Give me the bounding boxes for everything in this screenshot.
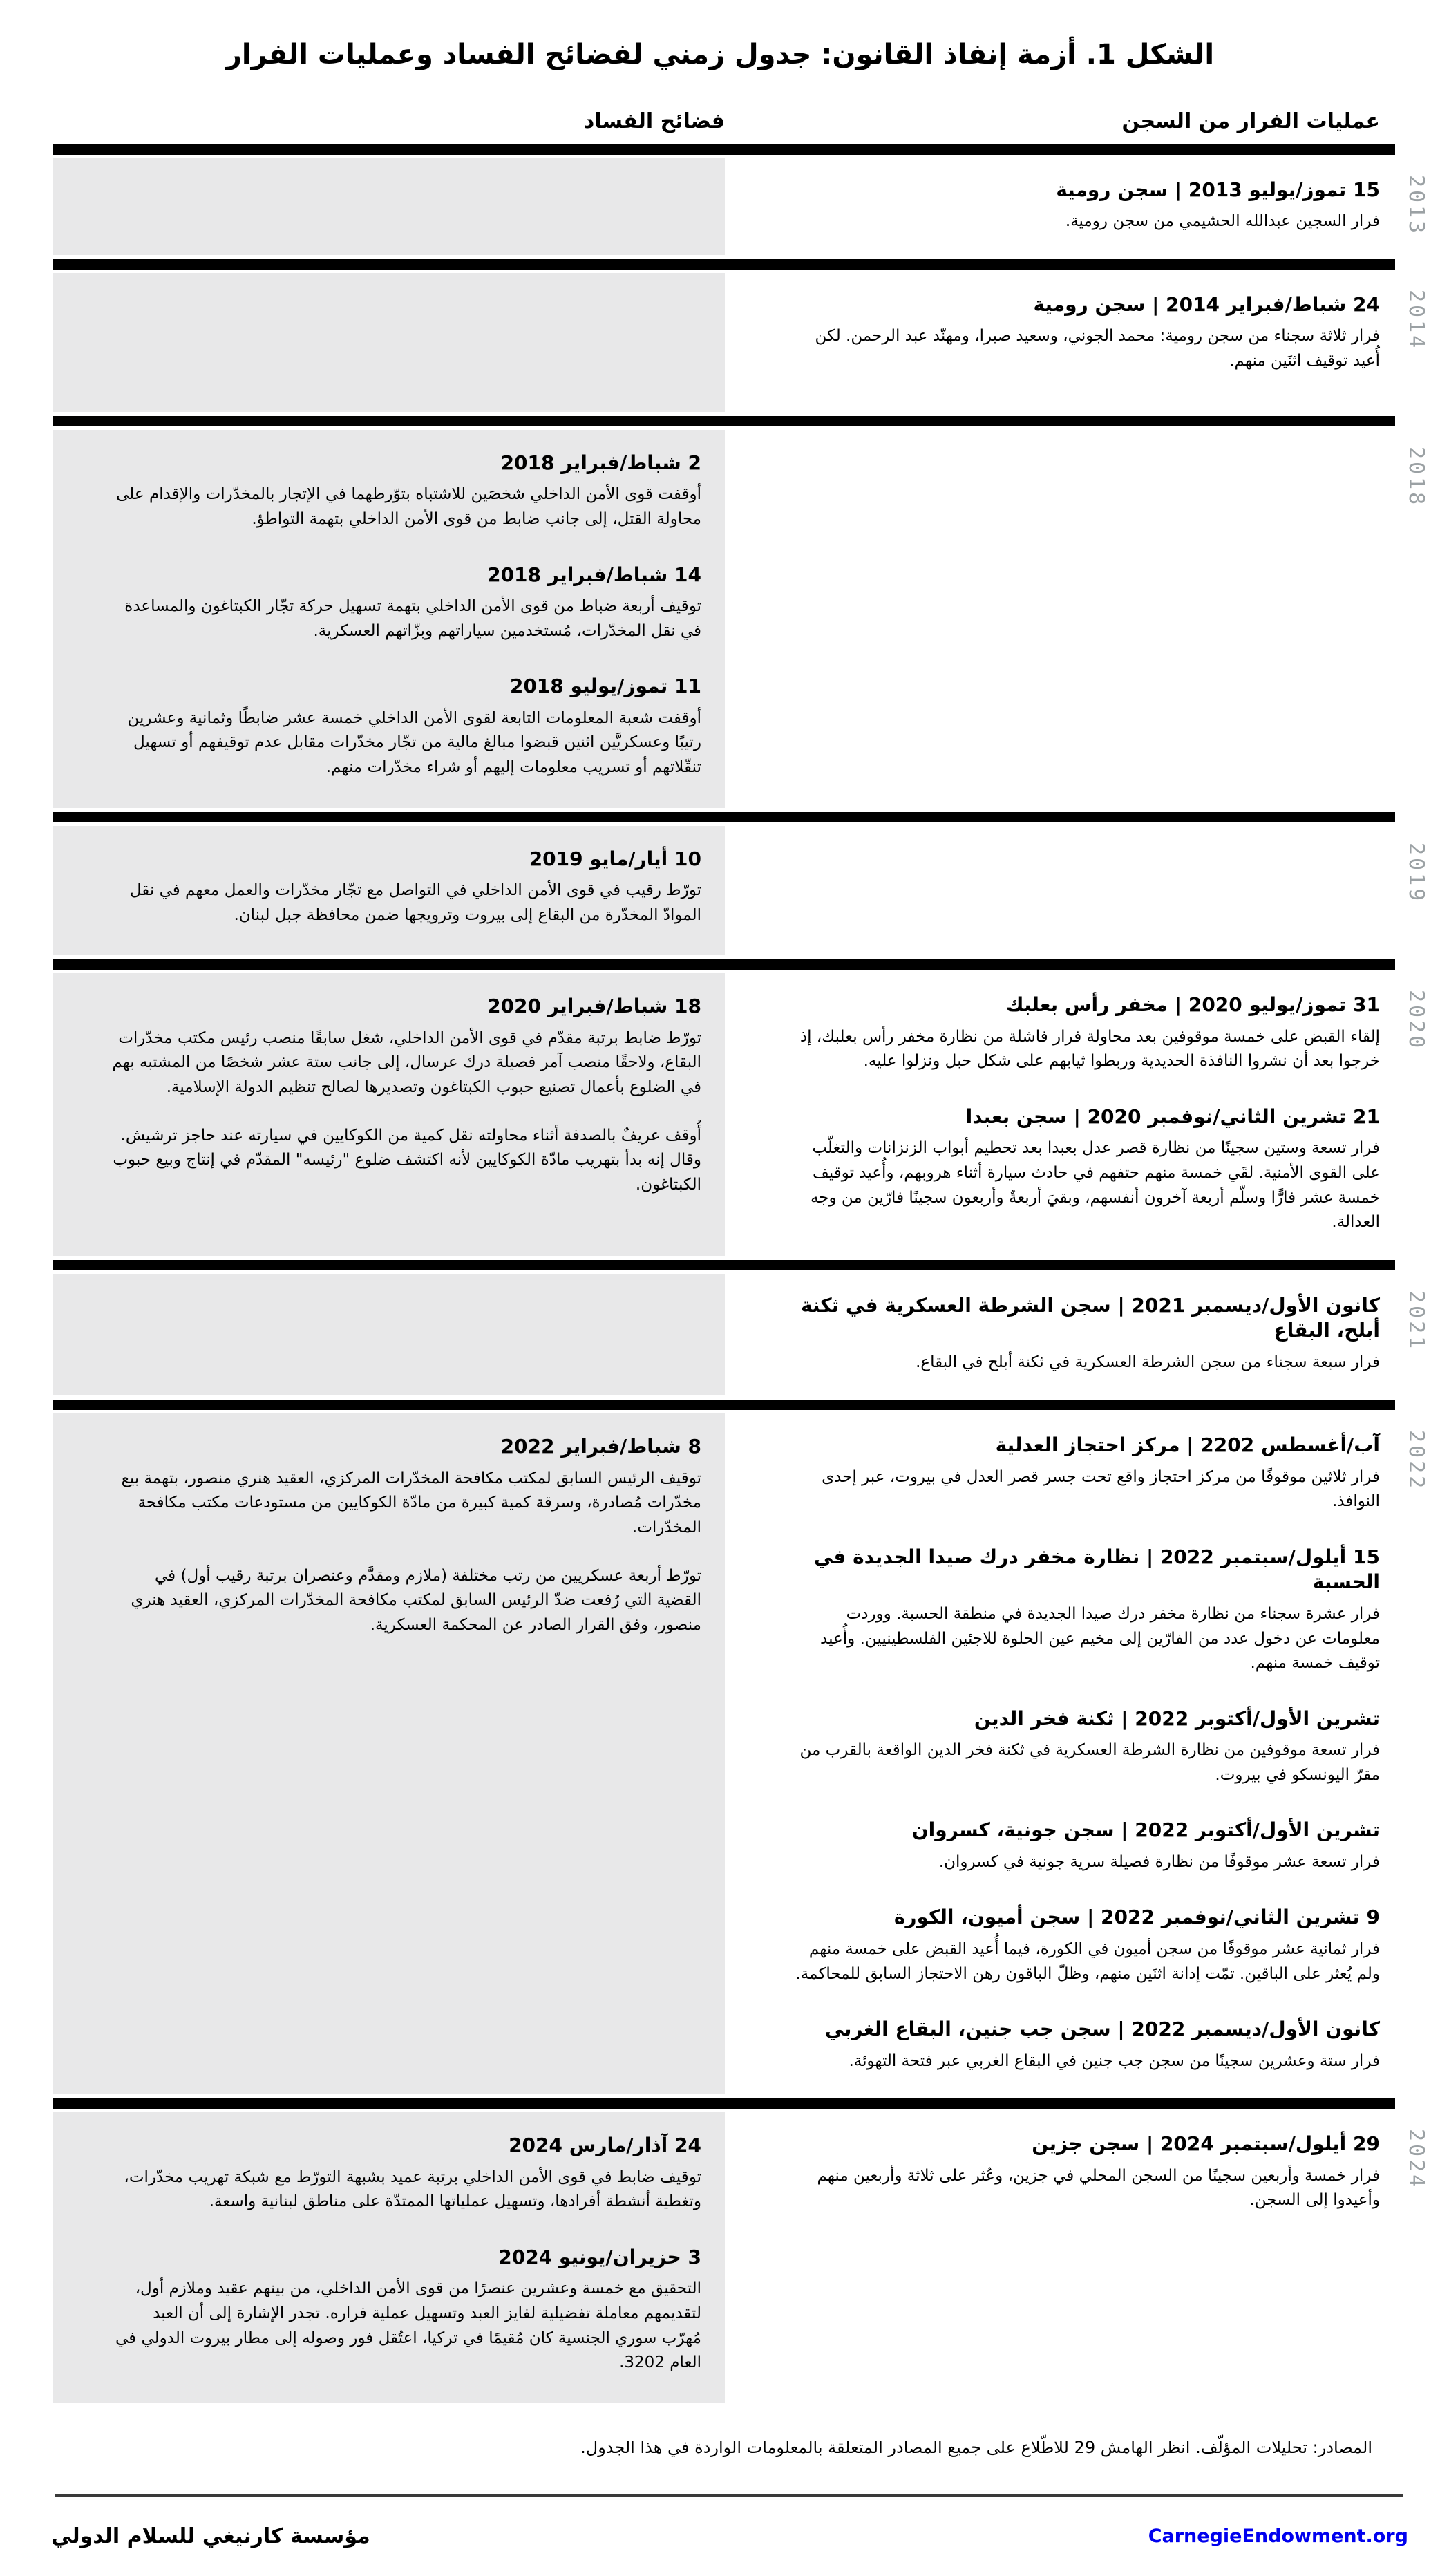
event-title: 24 شباط/فبراير 2014 | سجن رومية (1033, 293, 1380, 317)
scandals-column-header: فضائح الفساد (583, 109, 725, 133)
escapes-cell (725, 273, 1395, 412)
timeline-section (53, 2098, 1428, 2403)
event-title: 10 أيار/مايو 2019 (529, 847, 701, 870)
event-paragraph: فرار ستة وعشرين سجينًا من سجن جب جنين في البقاع الغربي عبر فتحة التهوئة. (849, 2051, 1380, 2070)
prison-escape-event (794, 1293, 1380, 1375)
year-label: 2021 (1404, 1290, 1428, 1352)
corruption-scandal-event (109, 847, 701, 928)
event-title: 15 تموز/يوليو 2013 | سجن رومية (1056, 178, 1380, 201)
section-columns (53, 1413, 1395, 2094)
escapes-cell (725, 826, 1395, 956)
event-paragraph: إلقاء القبض على خمسة موقوفين بعد محاولة فرار فاشلة من نظارة مخفر رأس بعلبك، إذ خرجوا بعد أن نشروا النافذة الحديدية وربطوا ثيابهم على شكل حبل ونزلوا عليه. (799, 1027, 1380, 1071)
footer (51, 2524, 1408, 2548)
event-title: آب/أغسطس 2202 | مركز احتجاز العدلية (995, 1433, 1380, 1457)
section-columns (53, 1274, 1395, 1395)
scandals-panel (53, 273, 725, 412)
event-paragraph: توقيف ضابط في قوى الأمن الداخلي برتبة عميد بشبهة التورّط مع شبكة تهريب مخدّرات، وتغطية أنشطة أفرادها، وتسهيل عملياتها الممتدّة على مناطق لبنانية واسعة. (124, 2168, 701, 2211)
section-divider-bar (53, 2098, 1395, 2109)
event-paragraph: توقيف أربعة ضباط من قوى الأمن الداخلي بتهمة تسهيل حركة تجّار الكبتاغون والمساعدة في نقل المخدّرات، مُستخدمين سياراتهم وبزّاتهم العسكرية. (124, 597, 701, 640)
event-title: 11 تموز/يوليو 2018 (509, 675, 701, 698)
corruption-scandal-event (109, 1434, 701, 1637)
prison-escape-event (794, 1433, 1380, 1514)
event-title: 9 تشرين الثاني/نوفمبر 2022 | سجن أميون، الكورة (893, 1906, 1380, 1929)
escapes-cell (725, 973, 1395, 1256)
event-body (109, 2165, 701, 2215)
event-title: تشرين الأول/أكتوبر 2022 | ثكنة فخر الدين (974, 1707, 1380, 1730)
prison-escape-event (794, 178, 1380, 234)
prison-escape-event (794, 292, 1380, 374)
prison-escape-event (794, 1104, 1380, 1235)
event-paragraph: فرار عشرة سجناء من نظارة مخفر درك صيدا الجديدة في منطقة الحسبة. ووردت معلومات عن دخول عدد من الفارّين إلى مخيم عين الحلوة للاجئين الفلسطينيين. وأُعيد توقيف خمسة منهم. (820, 1604, 1380, 1673)
source-note: المصادر: تحليلات المؤلّف. انظر الهامش 29 للاطّلاع على جميع المصادر المتعلقة بالمعلومات الواردة في هذا الجدول. (580, 2437, 1372, 2457)
event-body (109, 706, 701, 780)
event-paragraph: فرار ثمانية عشر موقوفًا من سجن أميون في الكورة، فيما أُعيد القبض على خمسة منهم ولم يُعثر على الباقين. تمّت إدانة اثنَين منهم، وظلّ الباقون رهن الاحتجاز السابق للمحاكمة. (795, 1939, 1380, 1983)
event-body (794, 1465, 1380, 1514)
carnegie-logo-arabic: مؤسسة كارنيغي للسلام الدولي (51, 2523, 370, 2548)
corruption-scandal-event (109, 994, 701, 1197)
section-divider-bar (53, 959, 1395, 970)
event-paragraph: فرار تسعة موقوفين من نظارة الشرطة العسكرية في ثكنة فخر الدين الواقعة بالقرب من مقرّ اليونسكو في بيروت. (799, 1741, 1380, 1784)
event-title: كانون الأول/ديسمبر 2021 | سجن الشرطة العسكرية في ثكنة أبلح، البقاع (800, 1293, 1380, 1342)
prison-escape-event (794, 1905, 1380, 1986)
footer-divider (55, 2494, 1403, 2497)
year-label: 2018 (1404, 446, 1428, 508)
section-columns (53, 973, 1395, 1256)
event-body (794, 324, 1380, 373)
event-title: 31 تموز/يوليو 2020 | مخفر رأس بعلبك (1005, 993, 1380, 1017)
event-title: كانون الأول/ديسمبر 2022 | سجن جب جنين، البقاع الغربي (824, 2018, 1380, 2041)
event-paragraph: فرار سبعة سجناء من سجن الشرطة العسكرية في ثكنة أبلح في البقاع. (916, 1353, 1380, 1371)
escapes-cell (725, 1413, 1395, 2094)
event-paragraph: أُوقف عريفٌ بالصدفة أثناء محاولته نقل كمية من الكوكايين في سيارته عند حاجز ترشيش. وقال إنه بدأ بتهريب مادّة الكوكايين لأنه اكتشف ضلوع "رئيسه" المقدّم في إنتاج وبيع حبوب الكبتاغون. (113, 1126, 701, 1194)
prison-escape-event (794, 993, 1380, 1074)
event-paragraph: توقيف الرئيس السابق لمكتب مكافحة المخدّرات المركزي، العقيد هنري منصور، بتهمة بيع مخدّرات مُصادرة، وسرقة كمية كبيرة من مادّة الكوكايين من مستودعات مكتب مكافحة المخدّرات. (121, 1469, 701, 1537)
event-paragraph: فرار خمسة وأربعين سجينًا من السجن المحلي في جزين، وعُثر على ثلاثة وأربعين منهم وأعيدوا إلى السجن. (817, 2166, 1380, 2210)
event-title: 21 تشرين الثاني/نوفمبر 2020 | سجن بعبدا (965, 1105, 1380, 1129)
timeline-section (53, 144, 1428, 255)
event-paragraph: تورّط رقيب في قوى الأمن الداخلي في التواصل مع تجّار مخدّرات والعمل معهم في نقل الموادّ المخدّرة من البقاع إلى بيروت وترويجها ضمن محافظة جبل لبنان. (129, 881, 701, 924)
prison-escape-event (794, 2132, 1380, 2213)
event-body (109, 594, 701, 643)
corruption-scandal-event (109, 674, 701, 780)
escapes-cell (725, 158, 1395, 255)
timeline (53, 144, 1428, 2403)
event-paragraph: تورّط أربعة عسكريين من رتب مختلفة (ملازم ومقدَّم وعنصران برتبة رقيب أول) في القضية التي رُفعت ضدّ الرئيس السابق لمكتب مكافحة المخدّرات المركزي، العقيد هنري منصور، وفق القرار الصادر عن المحكمة العسكرية. (131, 1566, 701, 1634)
event-body (109, 878, 701, 928)
event-body (794, 1351, 1380, 1375)
event-title: 24 آذار/مارس 2024 (509, 2134, 701, 2157)
event-body (794, 209, 1380, 234)
prison-escape-event (794, 1818, 1380, 1874)
year-label: 2013 (1404, 175, 1428, 236)
column-headers (53, 109, 1395, 133)
corruption-scandal-event (109, 563, 701, 644)
scandals-panel (53, 430, 725, 808)
section-columns (53, 430, 1395, 808)
timeline-section (53, 1260, 1428, 1395)
event-paragraph: التحقيق مع خمسة وعشرين عنصرًا من قوى الأمن الداخلي، من بينهم عقيد وملازم أول، لتقديمهم معاملة تفضيلية لفايز العبد وتسهيل عملية فراره. تجدر الإشارة إلى أن العبد مُهرّب سوري الجنسية كان مُقيمًا في تركيا، اعتُقل فور وصوله إلى مطار بيروت الدولي في العام 3202. (115, 2279, 701, 2372)
event-body (794, 1850, 1380, 1875)
escapes-cell (725, 430, 1395, 808)
corruption-scandal-event (109, 451, 701, 532)
event-body (109, 482, 701, 532)
event-body (794, 1602, 1380, 1676)
section-columns (53, 826, 1395, 956)
event-title: 8 شباط/فبراير 2022 (500, 1435, 701, 1458)
section-divider-bar (53, 812, 1395, 822)
section-columns (53, 273, 1395, 412)
page-title: الشكل 1. أزمة إنفاذ القانون: جدول زمني لفضائح الفساد وعمليات الفرار (225, 39, 1215, 70)
event-paragraph: فرار ثلاثة سجناء من سجن رومية: محمد الجوني، وسعيد صبرا، ومهنّد عبد الرحمن. لكن أُعيد توقيف اثنَين منهم. (815, 327, 1380, 370)
section-divider-bar (53, 416, 1395, 426)
section-divider-bar (53, 1400, 1395, 1410)
event-paragraph: أوقفت قوى الأمن الداخلي شخصَين للاشتباه بتوّرطهما في الإتجار بالمخدّرات والإقدام على محاولة القتل، إلى جانب ضابط من قوى الأمن الداخلي بتهمة التواطؤ. (116, 485, 701, 529)
prison-escape-event (794, 1545, 1380, 1676)
year-label: 2020 (1404, 990, 1428, 1051)
year-label: 2024 (1404, 2129, 1428, 2190)
event-title: 15 أيلول/سبتمبر 2022 | نظارة مخفر درك صيدا الجديدة في الحسبة (813, 1545, 1380, 1594)
event-body (794, 1937, 1380, 1986)
event-body (794, 1136, 1380, 1235)
org-website-link[interactable]: CarnegieEndowment.org (1148, 2525, 1408, 2547)
event-title: 14 شباط/فبراير 2018 (487, 563, 701, 586)
escapes-cell (725, 1274, 1395, 1395)
section-columns (53, 2112, 1395, 2403)
event-title: تشرين الأول/أكتوبر 2022 | سجن جونية، كسروان (911, 1818, 1380, 1842)
year-label: 2014 (1404, 290, 1428, 351)
timeline-section (53, 1400, 1428, 2094)
event-body (794, 1025, 1380, 1074)
event-paragraph: فرار ثلاثين موقوفًا من مركز احتجاز واقع تحت جسر قصر العدل في بيروت، عبر إحدى النوافذ. (822, 1467, 1380, 1511)
corruption-scandal-event (109, 2133, 701, 2215)
event-title: 29 أيلول/سبتمبر 2024 | سجن جزين (1032, 2132, 1380, 2156)
scandals-panel (53, 1274, 725, 1395)
timeline-section (53, 259, 1428, 412)
section-divider-bar (53, 1260, 1395, 1270)
event-title: 18 شباط/فبراير 2020 (487, 995, 701, 1018)
event-body (109, 2277, 701, 2376)
section-divider-bar (53, 259, 1395, 270)
escapes-cell (725, 2112, 1395, 2403)
event-paragraph: أوقفت شعبة المعلومات التابعة لقوى الأمن الداخلي خمسة عشر ضابطًا وثمانية وعشرين رتيبًا وعسكريَّين اثنين قبضوا مبالغ مالية من تجّار مخدّرات مقابل عدم توقيفهم أو تسهيل تنقّلاتهم أو تسريب معلومات إليهم أو شراء مخدّرات منهم. (127, 708, 701, 777)
event-body (109, 1467, 701, 1638)
year-label: 2022 (1404, 1430, 1428, 1492)
event-title: 2 شباط/فبراير 2018 (500, 451, 701, 475)
year-label: 2019 (1404, 842, 1428, 903)
prison-escape-event (794, 1707, 1380, 1788)
event-paragraph: فرار السجين عبدالله الحشيمي من سجن رومية. (1065, 212, 1380, 231)
section-divider-bar (53, 144, 1395, 155)
event-body (109, 1026, 701, 1198)
event-title: 3 حزيران/يونيو 2024 (498, 2245, 701, 2268)
scandals-panel (53, 826, 725, 956)
scandals-panel (53, 973, 725, 1256)
section-columns (53, 158, 1395, 255)
event-body (794, 2049, 1380, 2074)
event-body (794, 2164, 1380, 2213)
event-paragraph: تورّط ضابط برتبة مقدّم في قوى الأمن الداخلي، شغل سابقًا منصب رئيس مكتب مخدّرات البقاع، ولاحقًا منصب آمر فصيلة درك عرسال، إلى جانب ستة عشر شخصًا من المشتبه بهم في الضلوع بأعمال تصنيع حبوب الكبتاغون وتصديرها لصالح تنظيم الدولة الإسلامية. (112, 1028, 701, 1097)
escapes-column-header: عمليات الفرار من السجن (1121, 109, 1380, 133)
prison-escape-event (794, 2017, 1380, 2074)
corruption-scandal-event (109, 2245, 701, 2376)
event-paragraph: فرار تسعة وستين سجينًا من نظارة قصر عدل بعبدا بعد تحطيم أبواب الزنزانات والتغلّب على القوى الأمنية. لقَي خمسة منهم حتفهم في حادث سيارة أثناء هروبهم، وأُعيد توقيف خمسة عشر فارًّا وسلّم أربعة آخرون أنفسهم، وبقيَ أربعةٌ وأربعون سجينًا فارّين من وجه العدالة. (810, 1139, 1380, 1232)
scandals-panel (53, 158, 725, 255)
event-body (794, 1738, 1380, 1787)
timeline-section (53, 959, 1428, 1256)
timeline-section (53, 812, 1428, 956)
event-paragraph: فرار تسعة عشر موقوفًا من نظارة فصيلة سرية جونية في كسروان. (938, 1852, 1380, 1871)
scandals-panel (53, 1413, 725, 2094)
timeline-section (53, 416, 1428, 808)
scandals-panel (53, 2112, 725, 2403)
